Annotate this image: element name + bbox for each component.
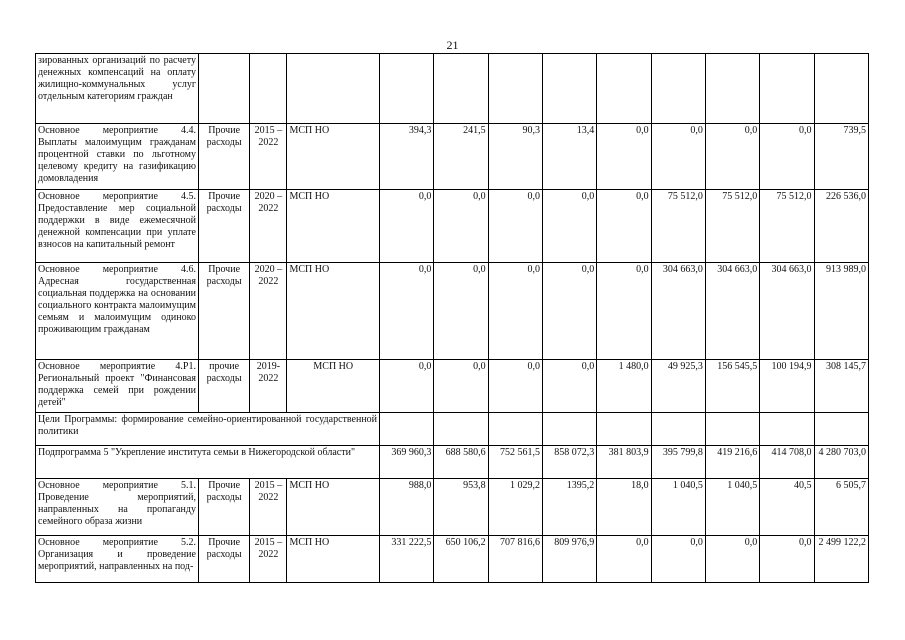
value-year [380, 54, 434, 124]
responsible-executor: МСП НО [287, 536, 380, 583]
implementation-period: 2019-2022 [250, 360, 287, 413]
value-year: 0,0 [380, 360, 434, 413]
value-year: 331 222,5 [380, 536, 434, 583]
value-year [705, 413, 759, 446]
value-year [542, 413, 596, 446]
implementation-period: 2015 – 2022 [250, 124, 287, 190]
value-year: 0,0 [434, 190, 488, 263]
value-total: 4 280 703,0 [814, 446, 868, 479]
value-year: 0,0 [597, 263, 651, 360]
value-year: 75 512,0 [760, 190, 814, 263]
value-year: 90,3 [488, 124, 542, 190]
value-year: 0,0 [597, 124, 651, 190]
value-year: 419 216,6 [705, 446, 759, 479]
value-year: 953,8 [434, 479, 488, 536]
value-year: 0,0 [488, 190, 542, 263]
value-year: 0,0 [597, 190, 651, 263]
value-year [651, 413, 705, 446]
value-year: 381 803,9 [597, 446, 651, 479]
value-year: 49 925,3 [651, 360, 705, 413]
activity-description: Основное мероприятие 4.6. Адресная государственная социальная поддержка на основании социального контракта малоимущим семьям и малоимущим одиноко проживающим гражданам [36, 263, 199, 360]
activity-description: зированных организаций по расчету денежных компенсаций на оплату жилищно-коммунальных услуг отдельным категориям граждан [36, 54, 199, 124]
value-year: 650 106,2 [434, 536, 488, 583]
value-year: 0,0 [760, 536, 814, 583]
value-year: 1 480,0 [597, 360, 651, 413]
value-year: 75 512,0 [705, 190, 759, 263]
value-year: 1395,2 [542, 479, 596, 536]
value-year: 414 708,0 [760, 446, 814, 479]
value-year: 0,0 [434, 263, 488, 360]
table-body [36, 54, 869, 583]
value-year: 0,0 [705, 536, 759, 583]
value-year: 752 561,5 [488, 446, 542, 479]
value-year: 0,0 [760, 124, 814, 190]
value-total [814, 54, 868, 124]
value-year [760, 413, 814, 446]
value-year [488, 413, 542, 446]
responsible-executor: МСП НО [287, 479, 380, 536]
implementation-period [250, 54, 287, 124]
value-year [542, 54, 596, 124]
table-row [36, 54, 869, 124]
value-year: 1 040,5 [651, 479, 705, 536]
value-total: 2 499 122,2 [814, 536, 868, 583]
value-year: 0,0 [434, 360, 488, 413]
activity-description: Основное мероприятие 4.4. Выплаты малоимущим гражданам процентной ставки по льготному целевому кредиту на газификацию домовладения [36, 124, 199, 190]
funding-source: Прочие расходы [198, 124, 249, 190]
value-year: 707 816,6 [488, 536, 542, 583]
implementation-period: 2020 – 2022 [250, 190, 287, 263]
value-year [597, 413, 651, 446]
value-year: 394,3 [380, 124, 434, 190]
value-year: 0,0 [488, 263, 542, 360]
table-row [36, 479, 869, 536]
table-row [36, 124, 869, 190]
value-year: 0,0 [542, 360, 596, 413]
table-row [36, 263, 869, 360]
value-year [651, 54, 705, 124]
activity-description: Основное мероприятие 4.Р1. Региональный проект "Финансовая поддержка семей при рождении детей" [36, 360, 199, 413]
value-year: 858 072,3 [542, 446, 596, 479]
value-year: 809 976,9 [542, 536, 596, 583]
responsible-executor [287, 54, 380, 124]
funding-source: Прочие расходы [198, 263, 249, 360]
responsible-executor: МСП НО [287, 263, 380, 360]
value-year: 156 545,5 [705, 360, 759, 413]
funding-source: Прочие расходы [198, 536, 249, 583]
funding-source: Прочие расходы [198, 190, 249, 263]
value-total: 6 505,7 [814, 479, 868, 536]
funding-source [198, 54, 249, 124]
value-year: 0,0 [380, 263, 434, 360]
value-year: 0,0 [705, 124, 759, 190]
value-year [488, 54, 542, 124]
value-total [814, 413, 868, 446]
value-year: 0,0 [651, 536, 705, 583]
implementation-period: 2020 – 2022 [250, 263, 287, 360]
value-year [434, 413, 488, 446]
value-year: 988,0 [380, 479, 434, 536]
responsible-executor: МСП НО [287, 124, 380, 190]
table-row [36, 446, 869, 479]
budget-table [35, 53, 869, 583]
activity-description: Основное мероприятие 5.1. Проведение мероприятий, направленных на пропаганду семейного образа жизни [36, 479, 199, 536]
value-year: 100 194,9 [760, 360, 814, 413]
responsible-executor: МСП НО [287, 190, 380, 263]
value-year [380, 413, 434, 446]
value-year: 304 663,0 [651, 263, 705, 360]
value-total: 913 989,0 [814, 263, 868, 360]
table-row [36, 536, 869, 583]
value-year: 40,5 [760, 479, 814, 536]
value-year: 18,0 [597, 479, 651, 536]
value-total: 739,5 [814, 124, 868, 190]
value-year: 0,0 [651, 124, 705, 190]
value-year [705, 54, 759, 124]
funding-source: прочие расходы [198, 360, 249, 413]
value-total: 308 145,7 [814, 360, 868, 413]
goal-description: Цели Программы: формирование семейно-ориентированной государственной политики [36, 413, 380, 446]
implementation-period: 2015 – 2022 [250, 536, 287, 583]
value-year: 369 960,3 [380, 446, 434, 479]
value-total: 226 536,0 [814, 190, 868, 263]
value-year: 0,0 [597, 536, 651, 583]
implementation-period: 2015 – 2022 [250, 479, 287, 536]
responsible-executor: МСП НО [287, 360, 380, 413]
table-row [36, 413, 869, 446]
value-year: 75 512,0 [651, 190, 705, 263]
value-year: 1 040,5 [705, 479, 759, 536]
value-year: 241,5 [434, 124, 488, 190]
value-year: 0,0 [542, 190, 596, 263]
value-year: 395 799,8 [651, 446, 705, 479]
funding-source: Прочие расходы [198, 479, 249, 536]
value-year: 0,0 [542, 263, 596, 360]
value-year: 0,0 [380, 190, 434, 263]
value-year [434, 54, 488, 124]
page-number: 21 [446, 38, 459, 52]
activity-description: Основное мероприятие 5.2. Организация и проведение мероприятий, направленных на под- [36, 536, 199, 583]
value-year: 0,0 [488, 360, 542, 413]
value-year [760, 54, 814, 124]
table-row [36, 190, 869, 263]
value-year: 304 663,0 [760, 263, 814, 360]
table-row [36, 360, 869, 413]
goal-description: Подпрограмма 5 "Укрепление института семьи в Нижегородской области" [36, 446, 380, 479]
value-year [597, 54, 651, 124]
value-year: 1 029,2 [488, 479, 542, 536]
value-year: 304 663,0 [705, 263, 759, 360]
activity-description: Основное мероприятие 4.5. Предоставление мер социальной поддержки в виде ежемесячной денежной компенсации при уплате взносов на капитальный ремонт [36, 190, 199, 263]
value-year: 13,4 [542, 124, 596, 190]
value-year: 688 580,6 [434, 446, 488, 479]
